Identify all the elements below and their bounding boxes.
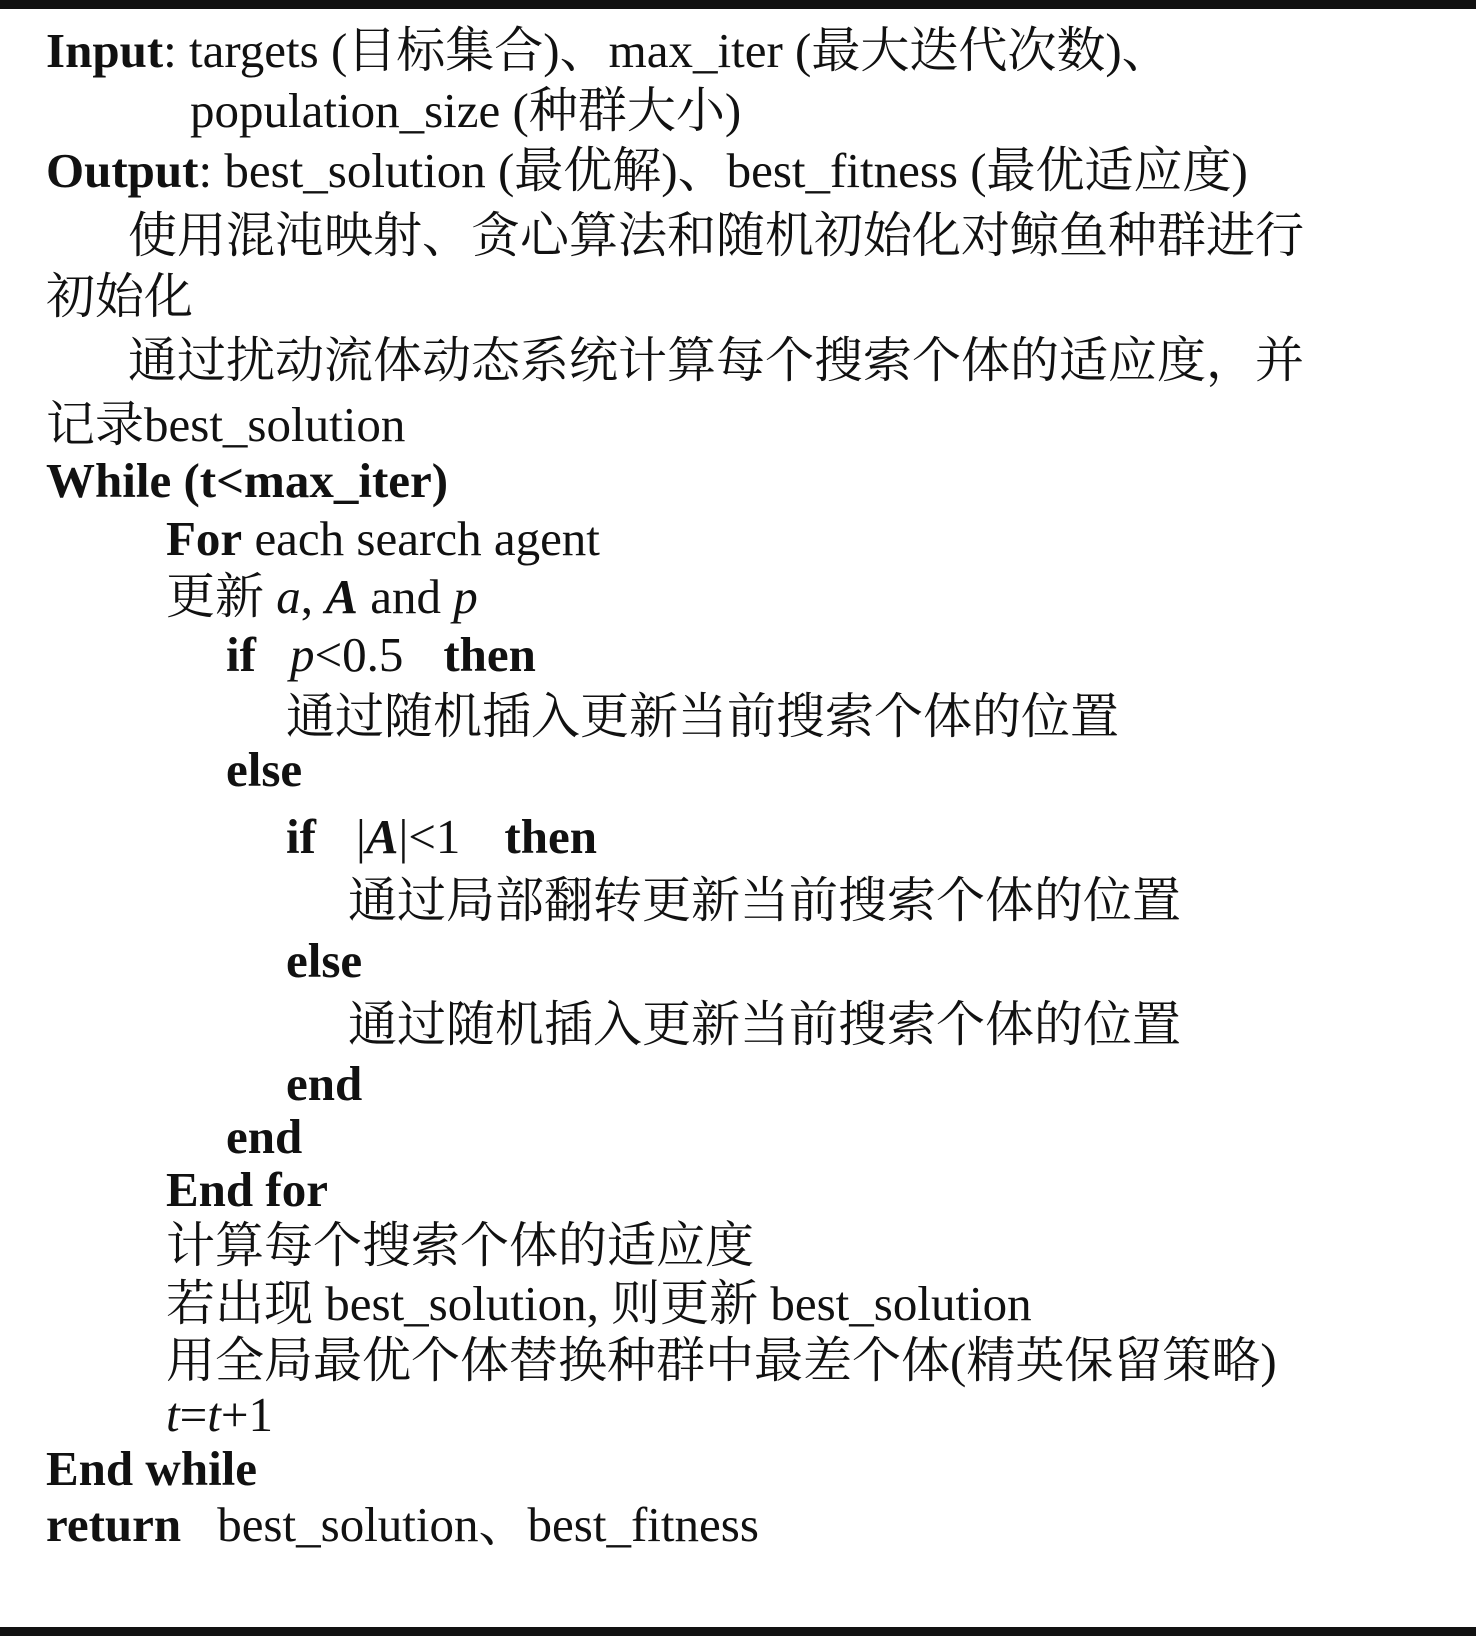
random-insert-action-2: 通过随机插入更新当前搜索个体的位置 xyxy=(348,997,1182,1052)
else-line-2: else xyxy=(286,933,363,988)
calc-fitness-line: 计算每个搜索个体的适应度 xyxy=(166,1218,755,1273)
init-line-continued: 初始化 xyxy=(46,269,194,324)
elite-strategy-line: 用全局最优个体替换种群中最差个体(精英保留策略) xyxy=(166,1333,1277,1388)
update-best-line: 若出现 best_solution, 则更新 best_solution xyxy=(166,1276,1032,1331)
then-keyword-2: then xyxy=(504,809,597,864)
fitness-line: 通过扰动流体动态系统计算每个搜索个体的适应度，并 xyxy=(128,333,1305,388)
output-label: Output xyxy=(46,143,199,198)
output-line xyxy=(46,142,1248,200)
fitness-line-continued: 记录best_solution xyxy=(46,397,406,452)
increment-line: t=t+1 xyxy=(166,1387,274,1442)
if-p-line: if p<0.5 then xyxy=(226,627,536,682)
random-insert-action-1: 通过随机插入更新当前搜索个体的位置 xyxy=(286,689,1120,744)
if-keyword-2: if xyxy=(286,809,316,864)
input-text: : targets (目标集合)、max_iter (最大迭代次数)、 xyxy=(163,23,1171,78)
init-line: 使用混沌映射、贪心算法和随机初始化对鲸鱼种群进行 xyxy=(128,208,1305,263)
then-keyword: then xyxy=(443,627,536,682)
update-params-line: 更新 a, A and p xyxy=(166,569,478,624)
top-rule xyxy=(0,0,1476,9)
while-keyword: While (t<max_iter) xyxy=(46,453,449,508)
if-keyword: if xyxy=(226,627,256,682)
output-text: : best_solution (最优解)、best_fitness (最优适应度) xyxy=(198,143,1248,198)
var-a: a xyxy=(276,569,301,624)
while-line xyxy=(46,452,448,510)
for-keyword: For xyxy=(166,511,243,566)
end-for-line: End for xyxy=(166,1162,329,1217)
bottom-rule xyxy=(0,1627,1476,1636)
end-outer-line: end xyxy=(226,1109,303,1164)
return-line: return best_solution、best_fitness xyxy=(46,1497,759,1552)
end-inner-line: end xyxy=(286,1056,363,1111)
else-line-1: else xyxy=(226,742,303,797)
for-line: For each search agent xyxy=(166,511,600,566)
var-p: p xyxy=(453,569,478,624)
local-flip-action: 通过局部翻转更新当前搜索个体的位置 xyxy=(348,873,1182,928)
end-while-line: End while xyxy=(46,1441,258,1496)
input-line xyxy=(46,22,1171,80)
if-A-line: if |A|<1 then xyxy=(286,809,597,864)
var-A: A xyxy=(325,569,358,624)
input-line-continued: population_size (种群大小) xyxy=(190,83,742,138)
input-label: Input xyxy=(46,23,164,78)
return-keyword: return xyxy=(46,1497,182,1552)
